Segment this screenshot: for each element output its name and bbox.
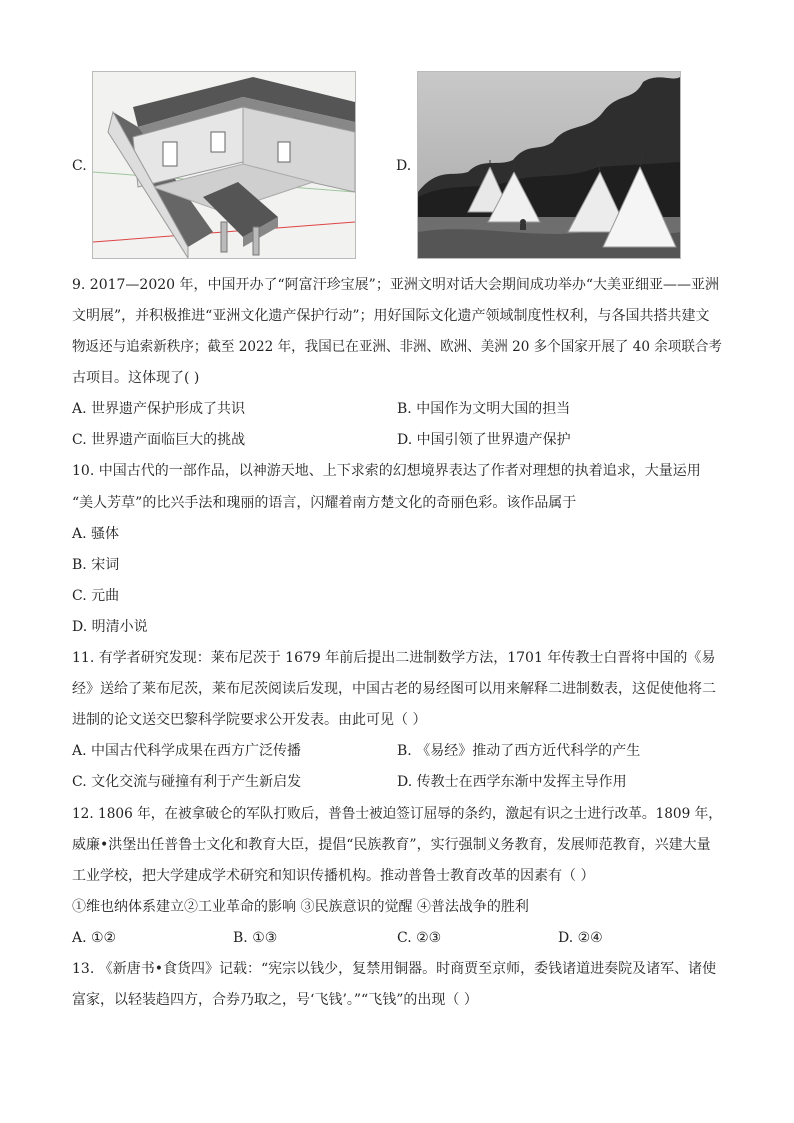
q11-line-1: 11. 有学者研究发现：莱布尼茨于 1679 年前后提出二进制数学方法，1701 年传教士白晋将中国的《易 — [72, 650, 716, 666]
q11-option-d[interactable]: D. 传教士在西学东渐中发挥主导作用 — [397, 774, 627, 790]
q9-line-1: 9. 2017—2020 年，中国开办了“阿富汗珍宝展”；亚洲文明对话大会期间成功举办“大美亚细亚——亚洲 — [72, 277, 719, 293]
option-d-label: D. — [396, 158, 412, 174]
q10-option-d[interactable]: D. 明清小说 — [72, 619, 148, 635]
tepee-camp-image — [417, 71, 681, 259]
q9-line-3: 物返还与追索新秩序；截至 2022 年，我国已在亚洲、非洲、欧洲、美洲 20 多个国家开展了 40 余项联合考 — [72, 339, 722, 355]
q10-option-b[interactable]: B. 宋词 — [72, 557, 120, 573]
courtyard-house-image — [92, 71, 356, 259]
q10-line-1: 10. 中国古代的一部作品，以神游天地、上下求索的幻想境界表达了作者对理想的执着追求，大量运用 — [72, 463, 701, 479]
q10-line-2: “美人芳草”的比兴手法和瑰丽的语言，闪耀着南方楚文化的奇丽色彩。该作品属于 — [72, 495, 577, 511]
q9-option-b[interactable]: B. 中国作为文明大国的担当 — [397, 401, 571, 417]
q12-line-3: 工业学校，把大学建成学术研究和知识传播机构。推动普鲁士教育改革的因素有（ ） — [72, 868, 595, 884]
q13-line-1: 13. 《新唐书•食货四》记载：“宪宗以钱少，复禁用铜器。时商贾至京师，委钱诸道进奏院及诸军、诸使 — [72, 961, 717, 977]
q12-option-b[interactable]: B. ①③ — [233, 930, 278, 946]
q12-option-a[interactable]: A. ①② — [72, 930, 117, 946]
q9-option-c[interactable]: C. 世界遗产面临巨大的挑战 — [72, 432, 246, 448]
option-c-label: C. — [72, 158, 87, 174]
q9-line-2: 文明展”，并积极推进“亚洲文化遗产保护行动”；用好国际文化遗产领域制度性权利，与各国共搭共建文 — [72, 308, 710, 324]
q12-line-1: 12. 1806 年，在被拿破仑的军队打败后，普鲁士被迫签订屈辱的条约，激起有识之士进行改革。1809 年， — [72, 806, 722, 822]
q10-option-c[interactable]: C. 元曲 — [72, 588, 120, 604]
q13-line-2: 富家，以轻装趋四方，合券乃取之，号‘飞钱’。”“飞钱”的出现（ ） — [72, 992, 478, 1008]
q11-option-a[interactable]: A. 中国古代科学成果在西方广泛传播 — [72, 743, 302, 759]
q11-option-c[interactable]: C. 文化交流与碰撞有利于产生新启发 — [72, 774, 302, 790]
q11-line-2: 经》送给了莱布尼茨，莱布尼茨阅读后发现，中国古老的易经图可以用来解释二进制数表，这促使他将二 — [72, 681, 716, 697]
q12-line-4: ①维也纳体系建立②工业革命的影响 ③民族意识的觉醒 ④普法战争的胜利 — [72, 899, 529, 915]
q12-option-d[interactable]: D. ②④ — [558, 930, 603, 946]
q9-option-d[interactable]: D. 中国引领了世界遗产保护 — [397, 432, 571, 448]
q12-line-2: 威廉•洪堡出任普鲁士文化和教育大臣，提倡“民族教育”，实行强制义务教育，发展师范教育，兴建大量 — [72, 837, 711, 853]
q11-line-3: 进制的论文送交巴黎科学院要求公开发表。由此可见（ ） — [72, 712, 427, 728]
q12-option-c[interactable]: C. ②③ — [397, 930, 442, 946]
q11-option-b[interactable]: B. 《易经》推动了西方近代科学的产生 — [397, 743, 641, 759]
q10-option-a[interactable]: A. 骚体 — [72, 526, 120, 542]
q9-line-4: 古项目。这体现了( ) — [72, 370, 200, 386]
q9-option-a[interactable]: A. 世界遗产保护形成了共识 — [72, 401, 246, 417]
